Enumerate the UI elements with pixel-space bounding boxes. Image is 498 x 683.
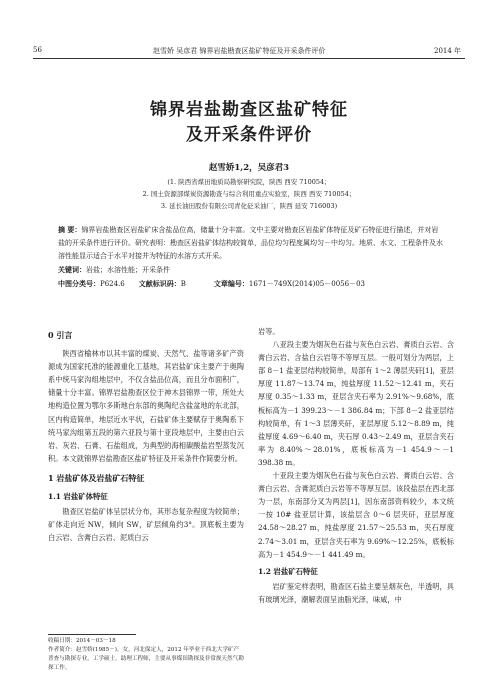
section-1-2-heading: 1.2 岩盐矿石特征	[258, 566, 318, 576]
continuation-text: 岩等。	[258, 327, 280, 336]
doc-code-label: 文献标识码：	[138, 279, 181, 288]
subsection-8-paragraph: 八亚段主要为烟灰色石盐与灰色白云岩、膏质白云岩、含膏白云岩、含盐白云岩等不等厚互层。一般可划分为两层，上部 8－1 盐亚层结构较简单，局部有 1～2 薄层夹矸[1]，亚层厚度 11.87～13.74 m，纯盐厚度 11.52～12.41 m，夹石厚度 0.35～1.33 m，亚层含夹石率为 2.91%～9.68%，底板标高为－1 399.23～－1 386.84 m；下部 8－2 盐亚层结构较简单，有 1～3 层薄夹矸，亚层厚度 5.12～8.89 m，纯盐厚度 4.69～6.40 m，夹石厚 0.43～2.49 m，亚层含夹石率为 8.40%～28.01%，底板标高为－1 454.9～－1 398.38 m。	[258, 340, 454, 467]
footnote-rule	[48, 634, 136, 635]
affiliation-3: 3. 延长油田股份有限公司青化砭采油厂，陕西 延安 716003)	[160, 202, 338, 210]
doc-code-value: B	[180, 280, 186, 288]
section-0-heading: 0 引言	[48, 330, 73, 340]
running-title: 赵雪娇 吴彦君 锦界岩盐勘查区盐矿特征及开采条件评价	[153, 47, 326, 55]
keywords	[58, 263, 444, 277]
clc-label: 中图分类号：	[58, 279, 100, 288]
keywords-label: 关键词：	[58, 265, 86, 274]
section-1-heading: 1 岩盐矿体及岩盐矿石特征	[48, 472, 145, 483]
affiliation-2: 2. 国土资源部煤炭资源勘查与综合利用重点实验室，陕西 西安 710054；	[142, 190, 356, 198]
keywords-text: 岩盐；水溶性能；开采条件	[86, 266, 170, 274]
subsection-10-paragraph: 十亚段主要为烟灰色石盐与灰色白云岩、膏质白云岩、含膏白云岩、含膏泥质白云岩等不等厚互层。该段盐层在西北部为一层，东南部分叉为两层[1]，因东南部资料较少，本文统一按 10# 盐亚层计算，该盐层含 0～6 层夹矸，亚层厚度 24.58～28.27 m，纯盐厚度 21.57～25.53 m，夹石厚度 2.74～3.01 m，亚层含夹石率为 9.69%～12.25%，底板标高为－1 454.9～－1 441.49 m。	[258, 471, 454, 559]
article-title-line1: 锦界岩盐勘查区盐矿特征	[150, 100, 348, 120]
left-column	[48, 329, 244, 544]
page-number: 56	[33, 46, 42, 54]
abstract-text: 锦界岩盐勘查区岩盐矿床含盐品位高，储量十分丰富。文中主要对勘查区岩盐矿体特征及矿石特征进行描述，并对岩盐的开采条件进行评价。研究表明：勘查区岩盐矿体结构较简单，品位均匀程度属均匀－中均匀。地质、水文、工程条件及水溶性能显示适合于水平对接井为特征的水溶方式开采。	[58, 226, 443, 260]
classification-line	[58, 277, 444, 291]
clc-value: P624.6	[100, 280, 125, 288]
article-no-value: 1671－749X(2014)05－0056－03	[248, 280, 365, 288]
abstract-block	[58, 223, 444, 291]
section-1-1-paragraph: 勘查区岩盐矿体呈层状分布，其形态复杂程度为较简单；矿体走向近 NW，倾向 SW，矿层倾角约3°。顶底板主要为白云岩、含膏白云岩、泥质白云	[48, 507, 244, 543]
intro-paragraph: 陕西省榆林市以其丰富的煤炭、天然气、盐等诸多矿产资源成为国家托准的能源重化工基地，其岩盐矿床主要产于奥陶系中统马家沟组地层中，不仅含盐品位高，而且分布面积广，储量十分丰富。锦界岩盐勘查区位于神木县锦界一带，所处大地构造位置为鄂尔多斯地台东部的奥陶纪含盐盆地的东北部，区内构造简单，地层近水平状，石盐矿体主要赋存于奥陶系下统马家沟组第五段的第六亚段与第十亚段地层中，主要由白云岩、灰岩、石膏、石盐组成，为典型的海相碳酸盐岩型蒸发沉积。本文就锦界岩盐勘查区盐矿特征及开采条件作简要分析。	[48, 349, 244, 463]
abstract-label: 摘 要：	[58, 225, 82, 234]
header-rule	[33, 58, 465, 59]
abstract	[58, 223, 444, 263]
affiliation-1: (1. 陕西省煤田地质局勘察研究院，陕西 西安 710054；	[167, 178, 331, 186]
received-date: 收稿日期：2014－03－18	[48, 638, 116, 644]
section-1-2-paragraph: 岩矿鉴定样表明，勘查区石盐主要呈烟灰色，半透明，具有玻璃光泽，潮解表面呈油脂光泽，味咸，中	[258, 581, 454, 604]
right-column	[258, 325, 454, 606]
authors: 赵雪娇1,2，吴彦君3	[208, 163, 290, 173]
footnote	[48, 637, 244, 673]
article-title-line2: 及开采条件评价	[186, 125, 312, 145]
author-bio: 作者简介：赵雪娇(1985－)，女，河北保定人，2012 年毕业于西北大学矿产普查与勘探专业，工学硕士，助理工程师，主要从事煤田勘探及非常规天然气勘探工作。	[48, 647, 244, 671]
journal-year: 2014 年	[434, 47, 462, 55]
section-1-1-heading: 1.1 岩盐矿体特征	[48, 492, 108, 502]
article-no-label: 文章编号：	[213, 279, 249, 288]
